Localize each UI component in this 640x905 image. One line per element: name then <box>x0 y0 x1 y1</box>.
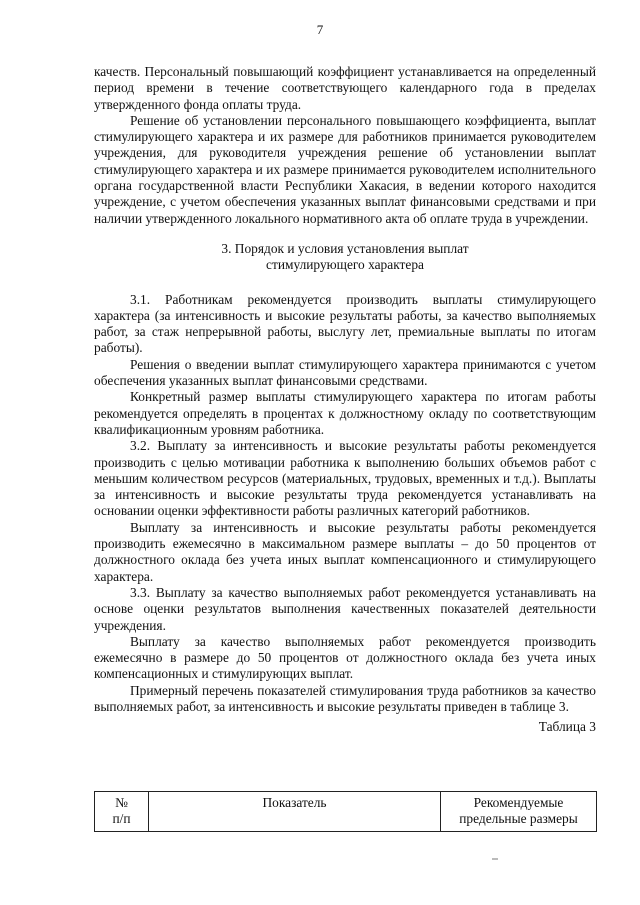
paragraph-top-1: качеств. Персональный повышающий коэффициент устанавливается на определенный период времени в течение соответствующего календарного года в пределах утвержденного фонда оплаты труда. <box>94 64 596 112</box>
header-indicator-cell: Показатель <box>149 792 441 832</box>
header-limits-cell <box>441 792 597 832</box>
scan-artifact <box>492 858 498 860</box>
header-limits-line-1: Рекомендуемые <box>473 795 564 810</box>
section-heading <box>94 241 596 274</box>
indicator-table <box>94 791 597 832</box>
paragraph-3-3: 3.3. Выплату за качество выполняемых работ рекомендуется устанавливать на основе оценки результатов выполнения качественных показателей деятельности учреждения. <box>94 584 596 633</box>
table-header-row <box>95 792 597 832</box>
paragraph-decisions: Решения о введении выплат стимулирующего характера принимаются с учетом обеспечения указанных выплат финансовыми средствами. <box>94 356 596 389</box>
document-body <box>94 64 596 736</box>
table-caption: Таблица 3 <box>538 719 596 735</box>
header-limits-line-2: предельные размеры <box>459 811 578 826</box>
header-number-line-1: № <box>115 795 128 810</box>
paragraph-intensity-payment: Выплату за интенсивность и высокие результаты работы рекомендуется производить ежемесячно в максимальном размере выплаты – до 50 процентов от должностного оклада без учета иных выплат компенсационного и стимулирующего характера. <box>94 519 596 584</box>
header-number-line-2: п/п <box>112 811 131 826</box>
paragraph-size: Конкретный размер выплаты стимулирующего характера по итогам работы рекомендуется определять в процентах к должностному окладу по соответствующим квалификационным уровням работника. <box>94 389 596 437</box>
section-heading-line-2: стимулирующего характера <box>266 257 424 273</box>
section-heading-line-1: 3. Порядок и условия установления выплат <box>221 240 469 256</box>
paragraph-quality-payment: Выплату за качество выполняемых работ рекомендуется производить ежемесячно в размере до 50 процентов от должностного оклада без учета иных компенсационных и стимулирующих выплат. <box>94 633 596 682</box>
paragraph-indicator-list: Примерный перечень показателей стимулирования труда работников за качество выполняемых работ, за интенсивность и высокие результаты приведен в таблице 3. <box>94 682 596 714</box>
page-number: 7 <box>316 22 324 37</box>
paragraph-3-1: 3.1. Работникам рекомендуется производить выплаты стимулирующего характера (за интенсивность и высокие результаты работы, за качество выполняемых работ, за стаж непрерывной работы, выслугу лет, премиальные выплаты по итогам работы). <box>94 291 596 356</box>
paragraph-3-2: 3.2. Выплату за интенсивность и высокие результаты работы рекомендуется производить с целью мотивации работника к выполнению больших объемов работ с меньшим количеством ресурсов (материальных, трудовых, временных и т.д.). Выплаты за интенсивность и высокие результаты труда рекомендуется устанавливать на основании оценки эффективности работы различных категорий работников. <box>94 438 596 519</box>
paragraph-top-2: Решение об установлении персонального повышающего коэффициента, выплат стимулирующего характера и их размере для работников принимается руководителем учреждения, для руководителя учреждения решение об установлении выплат стимулирующего характера и их размере принимается руководителем исполнительного органа государственной власти Республики Хакасия, в ведении которого находится учреждение, с учетом обеспечения указанных выплат финансовыми средствами и при наличии утвержденного локального нормативного акта об оплате труда в учреждении. <box>94 112 596 226</box>
header-number-cell <box>95 792 149 832</box>
